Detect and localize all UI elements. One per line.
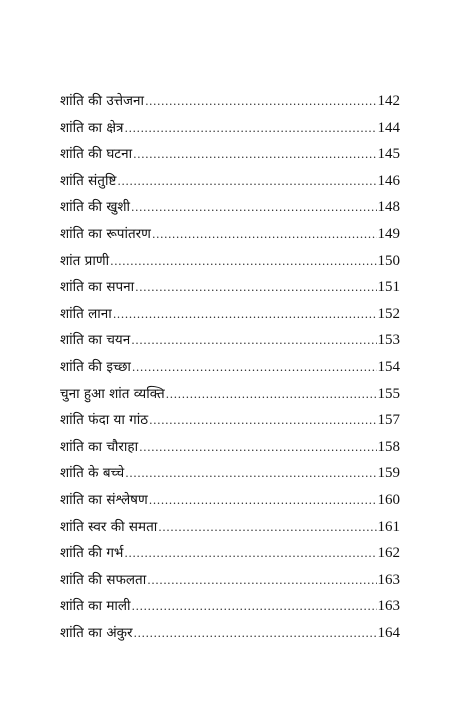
dot-leader: [145, 89, 376, 116]
toc-entry-title: शांति के बच्चे: [60, 465, 125, 482]
toc-entry-title: शांति का रूपांतरण: [60, 225, 151, 242]
toc-entry: [60, 248, 400, 275]
toc-entry-page-number: 154: [377, 358, 400, 375]
toc-entry: [60, 88, 400, 115]
dot-leader: [131, 195, 376, 222]
toc-entry-page-number: 146: [377, 172, 400, 189]
toc-entry-title: शांति फंदा या गांठ: [60, 412, 149, 429]
toc-entry: [60, 540, 400, 567]
toc-entry-title: शांति की गर्भ: [60, 545, 124, 562]
toc-entry: [60, 221, 400, 248]
toc-entry-page-number: 151: [377, 279, 400, 296]
toc-entry-page-number: 148: [377, 199, 400, 216]
toc-entry-title: शांति का क्षेत्र: [60, 119, 124, 136]
toc-entry-page-number: 158: [377, 438, 400, 455]
toc-entry-page-number: 164: [377, 624, 400, 641]
dot-leader: [166, 382, 377, 409]
toc-entry-page-number: 144: [377, 119, 400, 136]
dot-leader: [149, 408, 376, 435]
toc-entry: [60, 434, 400, 461]
toc-entry: [60, 620, 400, 647]
toc-entry-title: शांति का चयन: [60, 332, 131, 349]
toc-entry-title: शांति का माली: [60, 598, 131, 615]
dot-leader: [131, 328, 376, 355]
toc-entry-title: शांति का अंकुर: [60, 624, 133, 641]
dot-leader: [139, 435, 376, 462]
dot-leader: [147, 568, 376, 595]
dot-leader: [113, 302, 377, 329]
dot-leader: [125, 461, 376, 488]
toc-entry-page-number: 142: [377, 93, 400, 109]
toc-entry-title: शांति लाना: [60, 305, 112, 322]
toc-entry-page-number: 159: [377, 465, 400, 482]
toc-entry-page-number: 149: [377, 225, 400, 242]
toc-entry-page-number: 145: [377, 146, 400, 163]
toc-entry-title: शांति की सफलता: [60, 571, 147, 588]
toc-entry-title: शांति का सपना: [60, 279, 135, 296]
toc-entry: [60, 141, 400, 168]
toc-entry: [60, 354, 400, 381]
dot-leader: [117, 169, 376, 196]
toc-entry: [60, 514, 400, 541]
toc-entry: [60, 460, 400, 487]
toc-entry-page-number: 163: [377, 598, 400, 615]
toc-entry-page-number: 155: [377, 385, 400, 402]
dot-leader: [149, 488, 377, 515]
toc-entry-page-number: 152: [377, 305, 400, 322]
toc-entry-page-number: 150: [377, 252, 400, 269]
toc-entry: [60, 194, 400, 221]
toc-entry: [60, 301, 400, 328]
toc-entry: [60, 168, 400, 195]
dot-leader: [110, 249, 376, 276]
toc-entry: [60, 274, 400, 301]
dot-leader: [152, 222, 377, 249]
toc-entry: [60, 407, 400, 434]
toc-entry-title: शांति की इच्छा: [60, 358, 131, 375]
table-of-contents: [60, 88, 400, 646]
toc-entry-title: चुना हुआ शांत व्यक्ति: [60, 385, 165, 402]
toc-entry-page-number: 161: [377, 518, 400, 535]
toc-entry-title: शांति का संश्लेषण: [60, 491, 148, 508]
toc-entry-title: शांति स्वर की समता: [60, 518, 158, 535]
toc-entry-page-number: 162: [377, 545, 400, 562]
dot-leader: [132, 594, 377, 621]
toc-entry-title: शांति संतुष्टि: [60, 172, 117, 189]
dot-leader: [134, 621, 377, 648]
dot-leader: [132, 355, 377, 382]
toc-entry-page-number: 153: [377, 332, 400, 349]
toc-entry-page-number: 163: [377, 571, 400, 588]
toc-entry-title: शांति की खुशी: [60, 199, 131, 216]
dot-leader: [124, 116, 376, 143]
dot-leader: [135, 275, 376, 302]
toc-entry-title: शांति की उत्तेजना: [60, 93, 145, 109]
dot-leader: [158, 515, 376, 542]
toc-entry: [60, 327, 400, 354]
toc-entry: [60, 487, 400, 514]
toc-entry-page-number: 160: [377, 491, 400, 508]
toc-entry-page-number: 157: [377, 412, 400, 429]
toc-entry: [60, 115, 400, 142]
toc-entry-title: शांति का चौराहा: [60, 438, 139, 455]
toc-entry: [60, 593, 400, 620]
toc-entry-title: शांत प्राणी: [60, 252, 110, 269]
toc-entry-title: शांति की घटना: [60, 146, 133, 163]
toc-entry: [60, 567, 400, 594]
dot-leader: [124, 541, 376, 568]
dot-leader: [133, 142, 376, 169]
toc-entry: [60, 381, 400, 408]
